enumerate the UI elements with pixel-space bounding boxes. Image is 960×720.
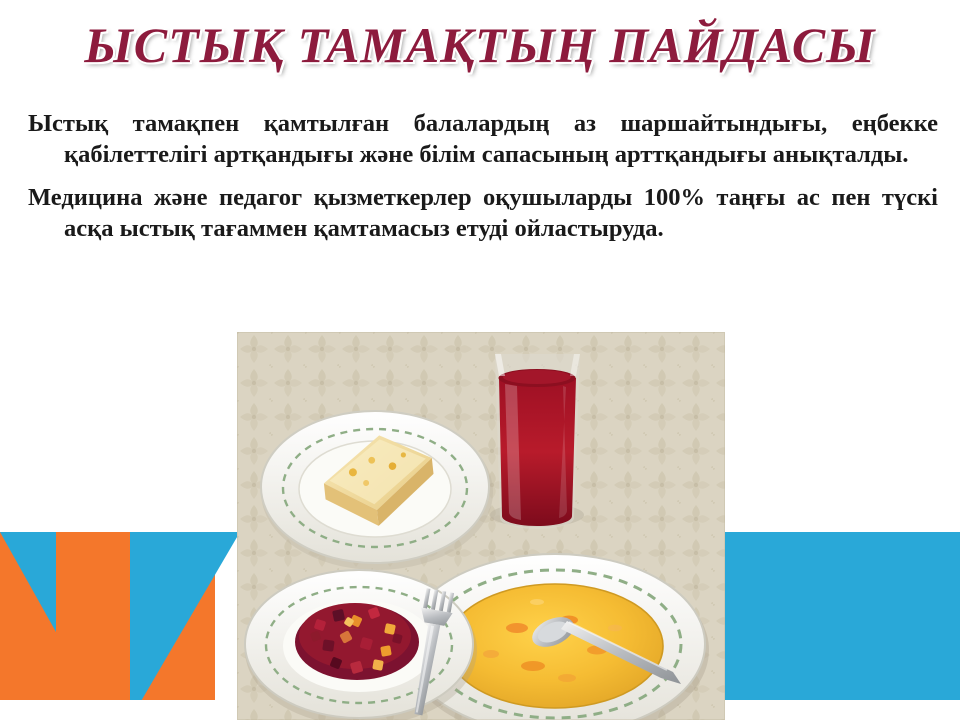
decor-blue-triangle bbox=[130, 532, 240, 720]
slide-title: ЫСТЫҚ ТАМАҚТЫҢ ПАЙДАСЫ bbox=[84, 17, 876, 73]
decor-blue-right-block bbox=[710, 532, 960, 720]
bullet-paragraph-2: Медицина және педагог қызметкерлер оқушыларды 100% таңғы ас пен түскі асқа ыстық тағаммен қамтамасыз етуді ойластыруда. bbox=[28, 184, 938, 242]
school-lunch-tray-photo bbox=[237, 332, 725, 720]
bullet-paragraph-1: Ыстық тамақпен қамтылған балалардың аз шаршайтындығы, еңбекке қабілеттелігі артқандығы және білім сапасының арттқандығы анықталды. bbox=[28, 110, 938, 168]
decor-blue-notch bbox=[0, 532, 56, 632]
slide-body bbox=[28, 108, 938, 250]
